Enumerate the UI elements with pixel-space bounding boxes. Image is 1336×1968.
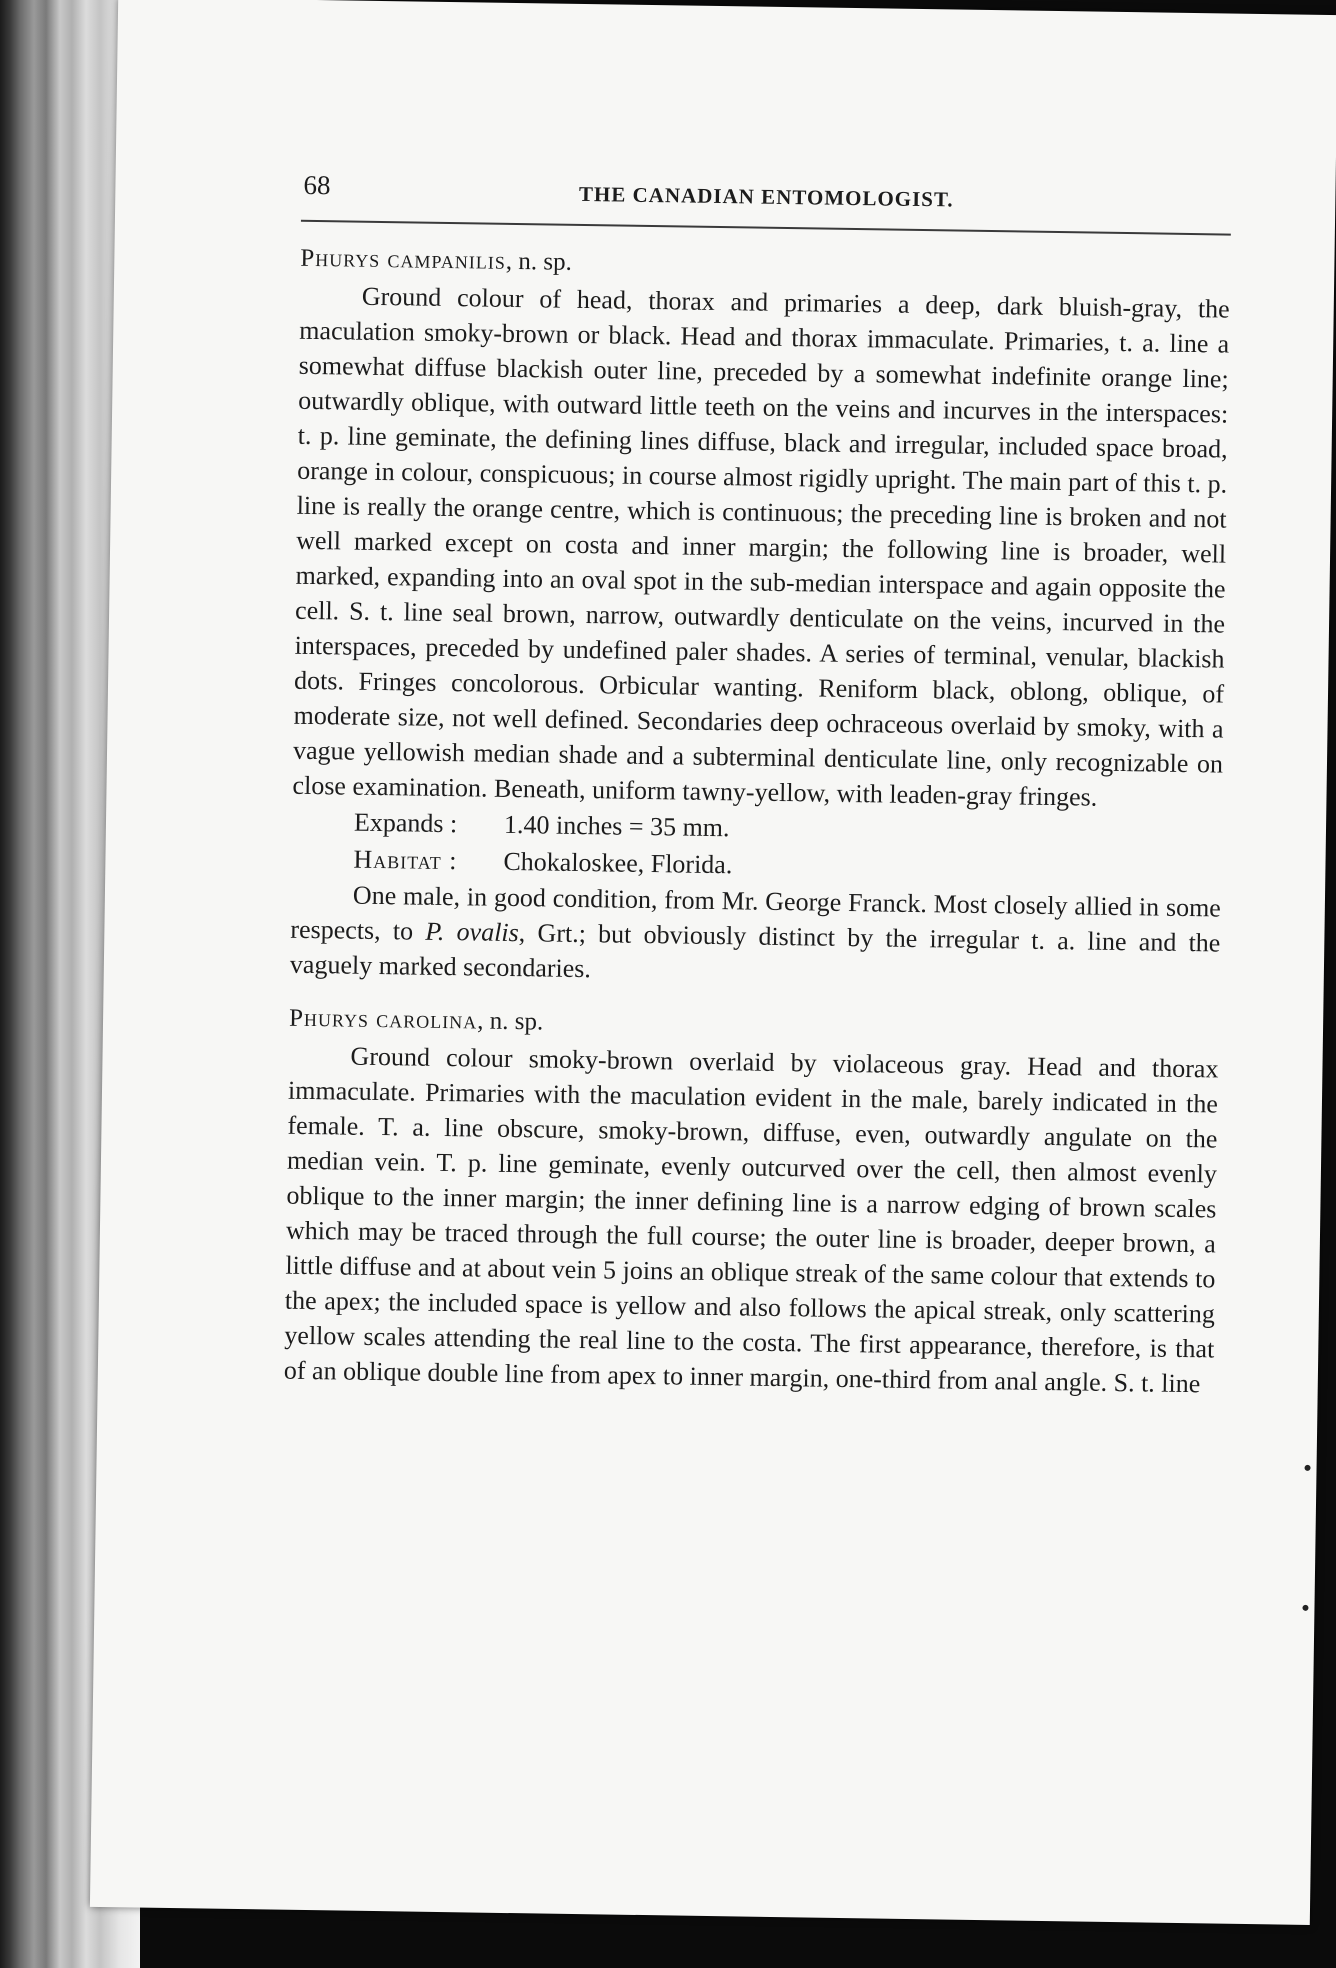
habitat-label: Habitat :	[353, 844, 458, 876]
page-header	[301, 170, 1232, 236]
species-remarks	[290, 877, 1221, 996]
page-speck	[1302, 1605, 1308, 1611]
page-number: 68	[303, 169, 331, 201]
species-name: Phurys carolina	[288, 1004, 478, 1035]
running-head: THE CANADIAN ENTOMOLOGIST.	[578, 181, 954, 212]
species-suffix: , n. sp.	[505, 247, 573, 276]
species-suffix: , n. sp.	[477, 1007, 544, 1036]
page-speck	[1305, 1465, 1311, 1471]
remarks-taxon: P. ovalis	[425, 916, 520, 948]
book-page	[90, 0, 1336, 1925]
species-description: Ground colour of head, thorax and primaries a deep, dark bluish-gray, the maculation smoky-brown or black. Head and thorax immaculate. Primaries, t. a. line a somewhat diffuse blackish outer line, preceded by a somewhat indefinite orange line; outwardly oblique, with outward little teeth on the veins and incurves in the interspaces: t. p. line geminate, the defining lines diffuse, black and irregular, included space broad, orange in colour, conspicuous; in course almost rigidly upright. The main part of this t. p. line is really the orange centre, which is continuous; the preceding line is broken and not well marked except on costa and inner margin; the following line is broader, well marked, expanding into an oval spot in the sub-median interspace and again opposite the cell. S. t. line seal brown, narrow, outwardly denticulate on the veins, incurved in the interspaces, preceded by undefined paler shades. A series of terminal, venular, blackish dots. Fringes concolorous. Orbicular wanting. Reniform black, oblong, oblique, of moderate size, not well defined. Secondaries deep ochraceous overlaid by smoky, with a vague yellowish median shade and a subterminal denticulate line, only recognizable on close examination. Beneath, uniform tawny-yellow, with leaden-gray fringes.	[292, 281, 1230, 812]
expands-label: Expands :	[353, 807, 458, 839]
species-name: Phurys campanilis	[300, 244, 507, 275]
remarks-text: One male, in good condition, from Mr. George Franck. Most closely allied in some respects, to	[290, 880, 1222, 946]
page-content	[284, 170, 1232, 1402]
species-description: Ground colour smoky-brown overlaid by violaceous gray. Head and thorax immaculate. Primaries with the maculation evident in the male, barely indicated in the female. T. a. line obscure, smoky-brown, diffuse, even, outwardly angulate on the median vein. T. p. line geminate, evenly outcurved over the cell, then almost evenly oblique to the inner margin; the inner defining line is a narrow edging of brown scales which may be traced through the full course; the outer line is broader, deeper brown, a little diffuse and at about vein 5 joins an oblique streak of the same colour that extends to the apex; the included space is yellow and also follows the apical streak, only scattering yellow scales attending the real line to the costa. The first appearance, therefore, is that of an oblique double line from apex to inner margin, one-third from anal angle. S. t. line	[283, 1041, 1219, 1399]
habitat-value: Chokaloskee, Florida.	[503, 846, 733, 880]
remarks-text: , Grt.; but obviously distinct by the irregular t. a. line and the vaguely marked secondaries.	[289, 918, 1221, 984]
expands-value: 1.40 inches = 35 mm.	[503, 809, 730, 843]
